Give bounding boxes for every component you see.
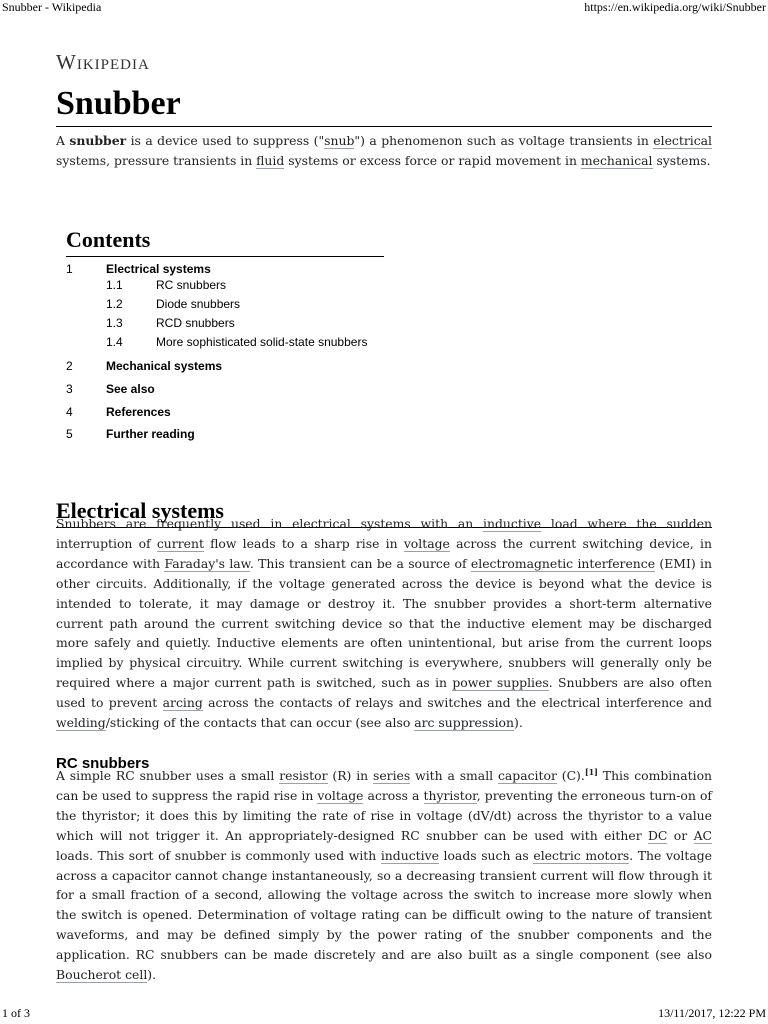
print-header-title: Snubber - Wikipedia	[2, 0, 102, 14]
link-capacitor[interactable]: capacitor	[497, 768, 557, 783]
link-electrical[interactable]: electrical	[653, 133, 713, 148]
link-thyristor[interactable]: thyristor	[423, 787, 477, 803]
link-inductive[interactable]: inductive	[483, 516, 542, 531]
link-voltage[interactable]: voltage	[403, 535, 450, 551]
link-welding[interactable]: welding	[56, 715, 106, 731]
reference-1[interactable]: [1]	[584, 767, 598, 777]
page-title: Snubber	[56, 82, 712, 127]
link-mechanical[interactable]: mechanical	[580, 152, 653, 168]
link-power-supplies[interactable]: power supplies	[452, 675, 549, 691]
link-fluid[interactable]: fluid	[256, 152, 285, 168]
link-dc[interactable]: DC	[648, 827, 668, 843]
link-boucherot-cell[interactable]: Boucherot cell	[56, 967, 148, 983]
term-snubber: snubber	[69, 133, 127, 148]
link-series[interactable]: series	[372, 768, 411, 783]
page-count: 1 of 3	[2, 1006, 30, 1020]
print-footer	[0, 1006, 768, 1022]
link-arc-suppression[interactable]: arc suppression	[414, 715, 515, 731]
heading-rc-snubbers: RC snubbers	[56, 755, 150, 772]
link-inductive-rc[interactable]: inductive	[380, 847, 439, 863]
link-snub[interactable]: snub	[324, 133, 355, 148]
electrical-paragraph: Snubbers are frequently used in electrical systems with an inductive load where the sudden interruption of current flow leads to a sharp rise in voltage across the current switching device, in accordance with Faraday's law. This transient can be a source of electromagnetic interference (EMI) in other circuits. Additionally, if the voltage generated across the device is beyond what the device is intended to tolerate, it may damage or destroy it. The snubber provides a short-term alternative current path around the current switching device so that the inductive element may be discharged more safely and quietly. Inductive elements are often unintentional, but arise from the current loops implied by physical circuitry. While current switching is everywhere, snubbers will generally only be required where a major current path is switched, such as in power supplies. Snubbers are also often used to prevent arcing across the contacts of relays and switches and the electrical interference and welding/sticking of the contacts that can occur (see also arc suppression).	[56, 516, 713, 731]
link-current[interactable]: current	[156, 535, 204, 551]
print-header-url: https://en.wikipedia.org/wiki/Snubber	[584, 0, 766, 14]
link-voltage-rc[interactable]: voltage	[317, 787, 364, 803]
heading-electrical-systems: Electrical systems	[56, 496, 712, 528]
link-ac[interactable]: AC	[693, 827, 712, 843]
link-arcing[interactable]: arcing	[162, 695, 203, 711]
link-electric-motors[interactable]: electric motors	[533, 847, 630, 863]
contents-title: Contents	[66, 226, 384, 257]
link-faradays-law[interactable]: Faraday's law	[164, 555, 250, 571]
link-electromagnetic-interference[interactable]: electromagnetic interference	[470, 555, 656, 571]
print-header	[0, 0, 768, 16]
link-resistor[interactable]: resistor	[279, 768, 328, 783]
rc-paragraph: A simple RC snubber uses a small resistor (R) in series with a small capacitor (C).[1] This combination can be used to suppress the rapid rise in voltage across a thyristor, preventing the erroneous turn-on of the thyristor; it does this by limiting the rate of rise in voltage (dV/dt) across the thyristor to a value which will not trigger it. An appropriately-designed RC snubber can be used with either DC or AC loads. This sort of snubber is commonly used with inductive loads such as electric motors. The voltage across a capacitor cannot change instantaneously, so a decreasing transient current will flow through it for a small fraction of a second, allowing the voltage across the switch to increase more slowly when the switch is opened. Determination of voltage rating can be difficult owing to the nature of transient waveforms, and may be defined simply by the power rating of the snubber components and the application. RC snubbers can be made discretely and are also built as a single component (see also Boucherot cell).	[56, 767, 713, 983]
intro-paragraph: A snubber is a device used to suppress ("snub") a phenomenon such as voltage transients in electrical systems, pressure transients in fluid systems or excess force or rapid movement in mechanical systems.	[56, 133, 713, 168]
print-datetime: 13/11/2017, 12:22 PM	[658, 1006, 766, 1020]
wikipedia-logo[interactable]: Wikipedia	[56, 50, 150, 74]
